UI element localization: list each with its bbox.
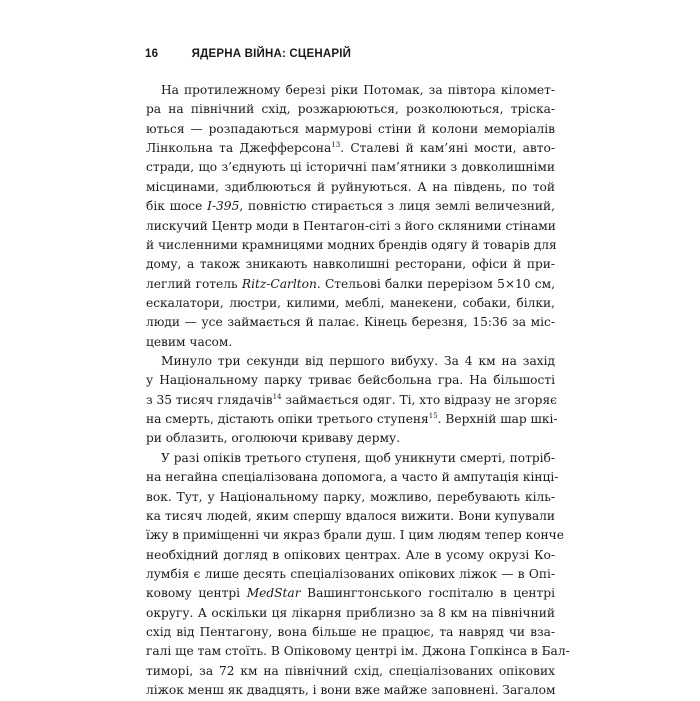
text-segment: Лінкольна та Джефферсона bbox=[146, 141, 332, 156]
text-segment: ліжок менш як двадцять, і вони вже майже заповнені. Загалом bbox=[146, 683, 556, 698]
text-line bbox=[146, 449, 555, 468]
text-segment: . Верхній шар шкі- bbox=[437, 412, 558, 427]
text-line bbox=[146, 81, 555, 100]
text-segment: лискучий Центр моди в Пентагон-сіті з його скляними стінами bbox=[146, 218, 556, 233]
text-segment: ка тисяч людей, яким спершу вдалося вижити. Вони купували bbox=[146, 508, 555, 523]
text-line bbox=[146, 158, 555, 177]
text-line bbox=[146, 120, 555, 139]
text-line bbox=[146, 429, 555, 448]
text-segment: , повністю стирається з лиця землі величезний, bbox=[239, 199, 555, 214]
text-segment: У разі опіків третього ступеня, щоб уникнути смерті, потріб- bbox=[161, 450, 555, 465]
text-segment: дому, а також зникають навколишні ресторани, офіси й при- bbox=[146, 257, 555, 272]
text-line bbox=[146, 488, 555, 507]
text-segment: бік шосе bbox=[146, 199, 208, 214]
running-title: ЯДЕРНА ВІЙНА: СЦЕНАРІЙ bbox=[191, 48, 352, 60]
text-segment: лумбія є лише десять спеціалізованих опікових ліжок — в Опі- bbox=[146, 566, 555, 581]
text-segment: ри облазить, оголюючи криваву дерму. bbox=[146, 431, 401, 446]
body-text bbox=[146, 81, 570, 701]
text-segment: ються — розпадаються мармурові стіни й колони меморіалів bbox=[146, 121, 555, 136]
text-line bbox=[146, 623, 555, 642]
text-segment: з 35 тисяч глядачів bbox=[146, 392, 273, 407]
text-segment: Ritz-Carlton bbox=[241, 276, 317, 291]
text-segment: й численними крамницями модних брендів одягу й товарів для bbox=[146, 237, 557, 252]
text-segment: I-395 bbox=[207, 199, 240, 214]
text-line bbox=[146, 468, 559, 487]
text-segment: ескалатори, люстри, килими, меблі, манекени, собаки, білки, bbox=[146, 295, 555, 310]
text-line bbox=[146, 642, 570, 661]
running-header bbox=[145, 48, 351, 60]
text-segment: їжу в приміщенні чи якраз брали душ. І цим людям тепер конче bbox=[146, 528, 564, 543]
text-segment: тиморі, за 72 км на північний схід, спеціалізованих опікових bbox=[146, 663, 555, 678]
text-line bbox=[146, 565, 555, 584]
footnote-ref: 14 bbox=[272, 392, 282, 401]
text-segment: ра на північний схід, розжарюються, розколюються, тріска- bbox=[146, 102, 555, 117]
text-segment: округу. А оскільки ця лікарня приблизно за 8 км на північний bbox=[146, 605, 555, 620]
text-segment: галі ще там стоїть. В Опіковому центрі ім. Джона Гопкінса в Бал- bbox=[146, 644, 570, 659]
text-segment: вок. Тут, у Національному парку, можливо, перебувають кіль- bbox=[146, 489, 555, 504]
text-line bbox=[146, 584, 555, 603]
text-line bbox=[146, 662, 555, 681]
text-line bbox=[146, 100, 555, 119]
text-line bbox=[146, 410, 558, 429]
page-number: 16 bbox=[145, 48, 159, 60]
text-segment: люди — усе займається й палає. Кінець березня, 15:36 за міс- bbox=[146, 315, 555, 330]
text-line bbox=[146, 333, 555, 352]
text-line bbox=[146, 236, 555, 255]
text-line bbox=[146, 507, 555, 526]
text-segment: на смерть, дістають опіки третього ступеня bbox=[146, 412, 429, 427]
text-line bbox=[146, 681, 555, 700]
text-line bbox=[146, 391, 555, 410]
text-line bbox=[146, 313, 555, 332]
text-segment: . Стельові балки перерізом 5×10 см, bbox=[316, 276, 555, 291]
text-line bbox=[146, 217, 555, 236]
text-line bbox=[146, 604, 555, 623]
footnote-ref: 15 bbox=[428, 412, 438, 421]
text-segment: стради, що з’єднують ці історичні пам’ятники з довколишніми bbox=[146, 160, 555, 175]
footnote-ref: 13 bbox=[331, 141, 341, 150]
text-segment: на негайна спеціалізована допомога, а часто й ампутація кінці- bbox=[146, 470, 559, 485]
text-line bbox=[146, 546, 555, 565]
text-segment: цевим часом. bbox=[146, 334, 233, 349]
text-line bbox=[146, 371, 555, 390]
text-segment: займається одяг. Ті, хто відразу не згоряє bbox=[281, 392, 557, 407]
text-line bbox=[146, 139, 555, 158]
text-line bbox=[146, 275, 555, 294]
text-segment: ковому центрі bbox=[146, 586, 247, 601]
text-line bbox=[146, 197, 555, 216]
text-segment: леглий готель bbox=[146, 276, 242, 291]
text-line bbox=[146, 352, 555, 371]
text-segment: MedStar bbox=[246, 586, 301, 601]
text-segment: необхідний догляд в опікових центрах. Але в усому окрузі Ко- bbox=[146, 547, 555, 562]
text-line bbox=[146, 526, 564, 545]
text-segment: місцинами, здиблюються й руйнуються. А на південь, по той bbox=[146, 179, 555, 194]
text-line bbox=[146, 294, 555, 313]
text-segment: . Сталеві й кам’яні мости, авто- bbox=[340, 141, 555, 156]
text-segment: Минуло три секунди від першого вибуху. За 4 км на захід bbox=[161, 354, 555, 369]
text-segment: у Національному парку триває бейсбольна гра. На більшості bbox=[146, 373, 555, 388]
text-line bbox=[146, 178, 555, 197]
text-segment: На протилежному березі ріки Потомак, за півтора кіломет- bbox=[161, 83, 555, 97]
text-segment: схід від Пентагону, вона більше не працює, та навряд чи вза- bbox=[146, 625, 555, 640]
text-line bbox=[146, 255, 555, 274]
text-segment: Вашингтонського госпіталю в центрі bbox=[300, 586, 555, 601]
